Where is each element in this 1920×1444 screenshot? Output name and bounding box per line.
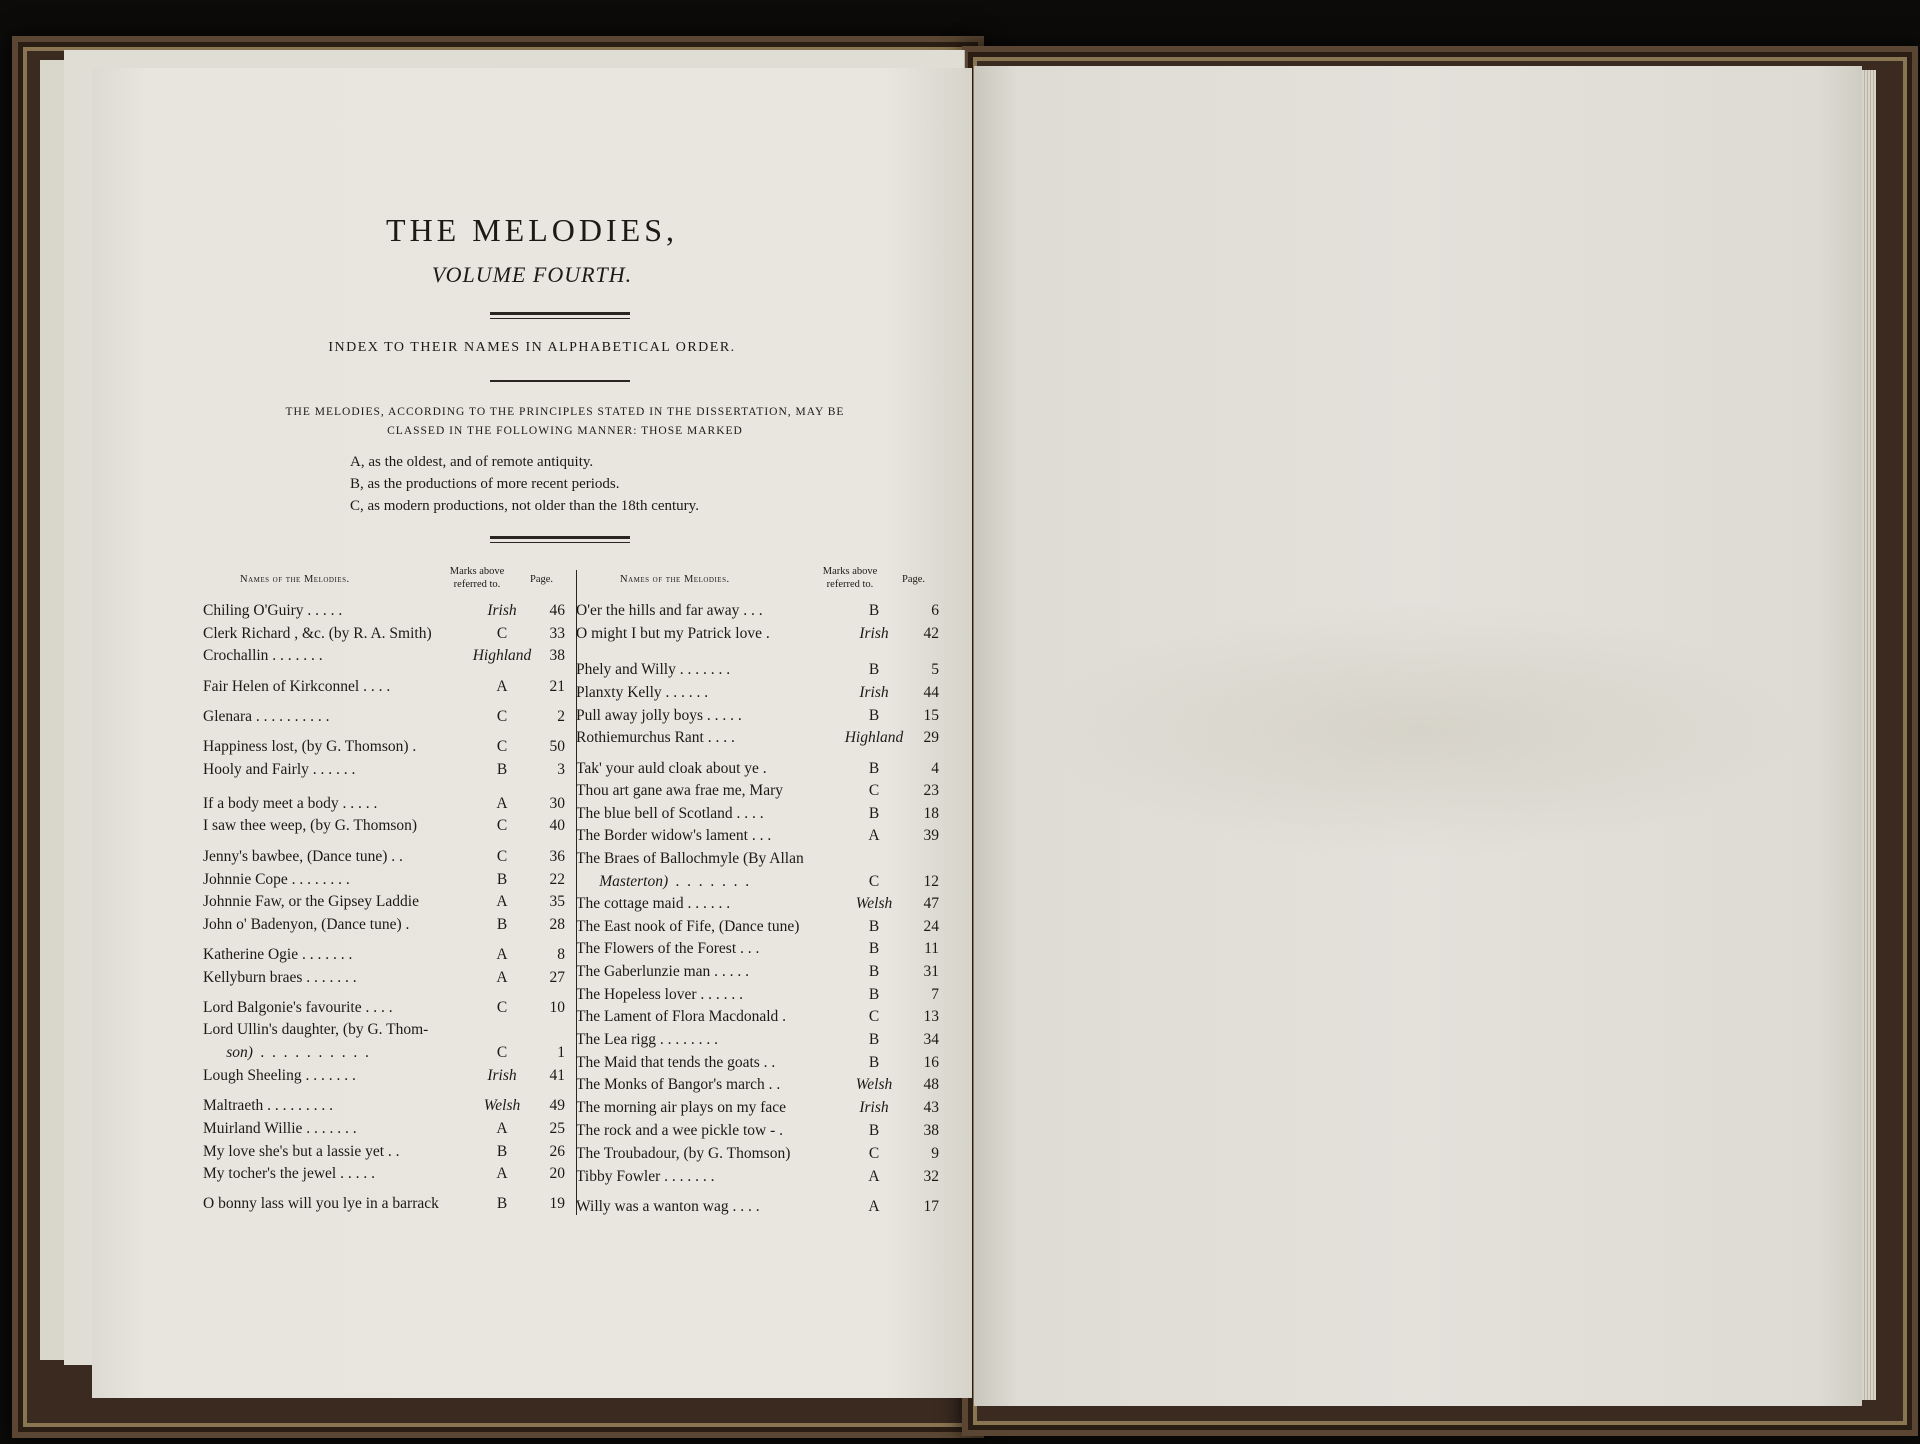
- melody-mark: B: [868, 707, 880, 724]
- melody-page-number: 2: [557, 708, 565, 725]
- mark-a-description: A, as the oldest, and of remote antiquity.: [350, 454, 594, 470]
- melody-page-number: 3: [557, 761, 565, 778]
- melody-name: Muirland Willie . . . . . . .: [203, 1120, 357, 1137]
- melody-page-number: 38: [549, 647, 565, 664]
- names-column-header: Names of the Melodies.: [620, 574, 730, 585]
- page-column-header: Page.: [530, 574, 554, 585]
- melody-mark: C: [868, 873, 880, 890]
- melody-name: Tibby Fowler . . . . . . .: [576, 1168, 715, 1185]
- melody-page-number: 22: [549, 871, 565, 888]
- melody-mark: B: [868, 661, 880, 678]
- melody-name: If a body meet a body . . . . .: [203, 795, 378, 812]
- classification-note: [205, 403, 925, 441]
- melody-page-number: 21: [549, 678, 565, 695]
- melody-page-number: 10: [549, 999, 565, 1016]
- melody-name: The cottage maid . . . . . .: [576, 895, 731, 912]
- melody-page-number: 20: [549, 1165, 565, 1182]
- marks-header-line: referred to.: [826, 579, 874, 590]
- melody-name: My love she's but a lassie yet . .: [203, 1143, 400, 1160]
- melody-name: The Braes of Ballochmyle (By Allan: [576, 850, 804, 867]
- melody-page-number: 19: [549, 1195, 565, 1212]
- melody-mark: A: [868, 1168, 880, 1185]
- paper-stain: [1040, 600, 1800, 860]
- mark-c-description: C, as modern productions, not older than the 18th century.: [350, 498, 699, 514]
- melody-mark: B: [496, 1195, 508, 1212]
- melody-mark: C: [496, 1044, 508, 1061]
- marks-header-line: referred to.: [453, 579, 501, 590]
- melody-name: The Monks of Bangor's march . .: [576, 1076, 781, 1093]
- melody-mark: C: [496, 708, 508, 725]
- melody-mark: C: [496, 738, 508, 755]
- melody-name: Tak' your auld cloak about ye .: [576, 760, 767, 777]
- melody-mark: C: [868, 782, 880, 799]
- melody-name: The Lament of Flora Macdonald .: [576, 1008, 787, 1025]
- melody-name: Hooly and Fairly . . . . . .: [203, 761, 356, 778]
- melody-mark: C: [496, 999, 508, 1016]
- melody-name: O'er the hills and far away . . .: [576, 602, 763, 619]
- melody-page-number: 31: [923, 963, 939, 980]
- melody-page-number: 1: [557, 1044, 565, 1061]
- melody-mark: B: [868, 1122, 880, 1139]
- melody-page-number: 7: [931, 986, 939, 1003]
- melody-mark: Irish: [487, 1067, 517, 1084]
- melody-name: Crochallin . . . . . . .: [203, 647, 323, 664]
- melody-name: Glenara . . . . . . . . . .: [203, 708, 330, 725]
- melody-page-number: 30: [549, 795, 565, 812]
- melody-name: Planxty Kelly . . . . . .: [576, 684, 709, 701]
- melody-page-number: 28: [549, 916, 565, 933]
- melody-mark: B: [868, 940, 880, 957]
- page-title: THE MELODIES,: [386, 212, 678, 248]
- melody-name: The Hopeless lover . . . . . .: [576, 986, 744, 1003]
- melody-name: O might I but my Patrick love .: [576, 625, 770, 642]
- melody-name: Katherine Ogie . . . . . . .: [203, 946, 353, 963]
- melody-mark: A: [496, 795, 508, 812]
- melody-name: Johnnie Cope . . . . . . . .: [203, 871, 350, 888]
- melody-page-number: 34: [923, 1031, 939, 1048]
- melody-page-number: 8: [557, 946, 565, 963]
- melody-name: The Maid that tends the goats . .: [576, 1054, 776, 1071]
- melody-page-number: 13: [923, 1008, 939, 1025]
- melody-mark: B: [868, 1054, 880, 1071]
- melody-page-number: 43: [923, 1099, 939, 1116]
- melody-page-number: 17: [923, 1198, 939, 1215]
- melody-page-number: 26: [549, 1143, 565, 1160]
- melody-mark: B: [868, 918, 880, 935]
- melody-mark: A: [496, 893, 508, 910]
- melody-mark: C: [496, 625, 508, 642]
- melody-mark: C: [868, 1145, 880, 1162]
- melody-name: Happiness lost, (by G. Thomson) .: [203, 738, 417, 755]
- melody-page-number: 48: [923, 1076, 939, 1093]
- melody-mark: C: [496, 848, 508, 865]
- marks-header-line: Marks above: [822, 566, 878, 577]
- melody-page-number: 5: [931, 661, 939, 678]
- melody-name: Lord Ullin's daughter, (by G. Thom-: [203, 1021, 429, 1038]
- melody-name: Rothiemurchus Rant . . . .: [576, 729, 735, 746]
- melody-name: The Lea rigg . . . . . . . .: [576, 1031, 719, 1048]
- melody-mark: B: [496, 916, 508, 933]
- melody-mark: Welsh: [855, 1076, 893, 1093]
- melody-page-number: 27: [549, 969, 565, 986]
- melody-page-number: 24: [923, 918, 939, 935]
- melody-name: I saw thee weep, (by G. Thomson): [203, 817, 418, 834]
- melody-name: Clerk Richard , &c. (by R. A. Smith): [203, 625, 432, 642]
- melody-page-number: 47: [923, 895, 939, 912]
- melody-mark: B: [496, 761, 508, 778]
- melody-mark: B: [496, 871, 508, 888]
- melody-name: The Border widow's lament . . .: [576, 827, 772, 844]
- melody-page-number: 35: [549, 893, 565, 910]
- melody-mark: B: [496, 1143, 508, 1160]
- melody-page-number: 36: [549, 848, 565, 865]
- melody-mark: B: [868, 805, 880, 822]
- melody-mark: A: [868, 1198, 880, 1215]
- melody-name: Maltraeth . . . . . . . . .: [203, 1097, 334, 1114]
- melody-name: The morning air plays on my face: [576, 1099, 787, 1116]
- divider-rule: [490, 380, 630, 382]
- melody-page-number: 44: [923, 684, 939, 701]
- melody-name: The Gaberlunzie man . . . . .: [576, 963, 750, 980]
- melody-name: Chiling O'Guiry . . . . .: [203, 602, 343, 619]
- divider-rule: [490, 312, 630, 319]
- melody-mark: Highland: [472, 647, 532, 664]
- melody-page-number: 38: [923, 1122, 939, 1139]
- melody-name: O bonny lass will you lye in a barrack: [203, 1195, 439, 1212]
- melody-page-number: 12: [923, 873, 939, 890]
- melody-mark: A: [496, 969, 508, 986]
- melody-name: Pull away jolly boys . . . . .: [576, 707, 742, 724]
- melody-page-number: 16: [923, 1054, 939, 1071]
- melody-name: Masterton) . . . . . . .: [576, 873, 750, 890]
- melody-mark: Irish: [487, 602, 517, 619]
- melody-mark: A: [496, 1120, 508, 1137]
- melody-page-number: 46: [549, 602, 565, 619]
- melody-name: Willy was a wanton wag . . . .: [576, 1198, 760, 1215]
- melody-mark: Highland: [844, 729, 904, 746]
- melody-mark: A: [496, 946, 508, 963]
- melody-page-number: 33: [549, 625, 565, 642]
- melody-name: Phely and Willy . . . . . . .: [576, 661, 731, 678]
- melody-page-number: 15: [923, 707, 939, 724]
- mark-b-description: B, as the productions of more recent periods.: [350, 476, 620, 492]
- melody-page-number: 42: [923, 625, 939, 642]
- marks-header-line: Marks above: [449, 566, 505, 577]
- melody-name: The blue bell of Scotland . . . .: [576, 805, 764, 822]
- melody-name: Lord Balgonie's favourite . . . .: [203, 999, 393, 1016]
- melody-name: The Flowers of the Forest . . .: [576, 940, 760, 957]
- melody-mark: B: [868, 963, 880, 980]
- melody-page-number: 50: [549, 738, 565, 755]
- marks-column-header: [432, 565, 522, 591]
- melody-mark: Welsh: [483, 1097, 521, 1114]
- melody-page-number: 18: [923, 805, 939, 822]
- melody-mark: B: [868, 986, 880, 1003]
- melody-mark: C: [868, 1008, 880, 1025]
- page-column-header: Page.: [902, 574, 926, 585]
- melody-mark: B: [868, 760, 880, 777]
- melody-name: The Troubadour, (by G. Thomson): [576, 1145, 791, 1162]
- melody-page-number: 6: [931, 602, 939, 619]
- melody-name: Thou art gane awa frae me, Mary: [576, 782, 783, 799]
- classification-line: CLASSED IN THE FOLLOWING MANNER: THOSE MARKED: [387, 425, 743, 437]
- melody-page-number: 40: [549, 817, 565, 834]
- melody-name: Johnnie Faw, or the Gipsey Laddie: [203, 893, 419, 910]
- melody-mark: A: [496, 1165, 508, 1182]
- melody-name: Lough Sheeling . . . . . . .: [203, 1067, 356, 1084]
- melody-name: The East nook of Fife, (Dance tune): [576, 918, 800, 935]
- divider-rule: [490, 536, 630, 543]
- melody-page-number: 23: [923, 782, 939, 799]
- melody-name: John o' Badenyon, (Dance tune) .: [203, 916, 410, 933]
- melody-mark: B: [868, 602, 880, 619]
- melody-mark: Irish: [859, 684, 889, 701]
- names-column-header: Names of the Melodies.: [240, 574, 350, 585]
- melody-page-number: 4: [931, 760, 939, 777]
- melody-page-number: 39: [923, 827, 939, 844]
- page-edges: [1862, 70, 1876, 1400]
- melody-mark: A: [496, 678, 508, 695]
- melody-page-number: 11: [924, 940, 939, 957]
- melody-mark: B: [868, 1031, 880, 1048]
- melody-page-number: 9: [931, 1145, 939, 1162]
- index-heading: INDEX TO THEIR NAMES IN ALPHABETICAL ORDER.: [328, 340, 736, 355]
- classification-line: THE MELODIES, ACCORDING TO THE PRINCIPLES STATED IN THE DISSERTATION, MAY BE: [285, 406, 845, 418]
- melody-name: Kellyburn braes . . . . . . .: [203, 969, 357, 986]
- melody-mark: Irish: [859, 625, 889, 642]
- melody-name: My tocher's the jewel . . . . .: [203, 1165, 375, 1182]
- melody-page-number: 49: [549, 1097, 565, 1114]
- marks-legend: [350, 451, 699, 517]
- melody-mark: C: [496, 817, 508, 834]
- melody-page-number: 41: [549, 1067, 565, 1084]
- page-subtitle: VOLUME FOURTH.: [431, 262, 633, 287]
- marks-column-header: [805, 565, 895, 591]
- melody-page-number: 32: [923, 1168, 939, 1185]
- melody-mark: Welsh: [855, 895, 893, 912]
- melody-page-number: 25: [549, 1120, 565, 1137]
- melody-page-number: 29: [923, 729, 939, 746]
- melody-name: The rock and a wee pickle tow - .: [576, 1122, 784, 1139]
- melody-name: Fair Helen of Kirkconnel . . . .: [203, 678, 391, 695]
- melody-mark: Irish: [859, 1099, 889, 1116]
- melody-name: son) . . . . . . . . . .: [203, 1044, 370, 1061]
- melody-mark: A: [868, 827, 880, 844]
- melody-name: Jenny's bawbee, (Dance tune) . .: [203, 848, 403, 865]
